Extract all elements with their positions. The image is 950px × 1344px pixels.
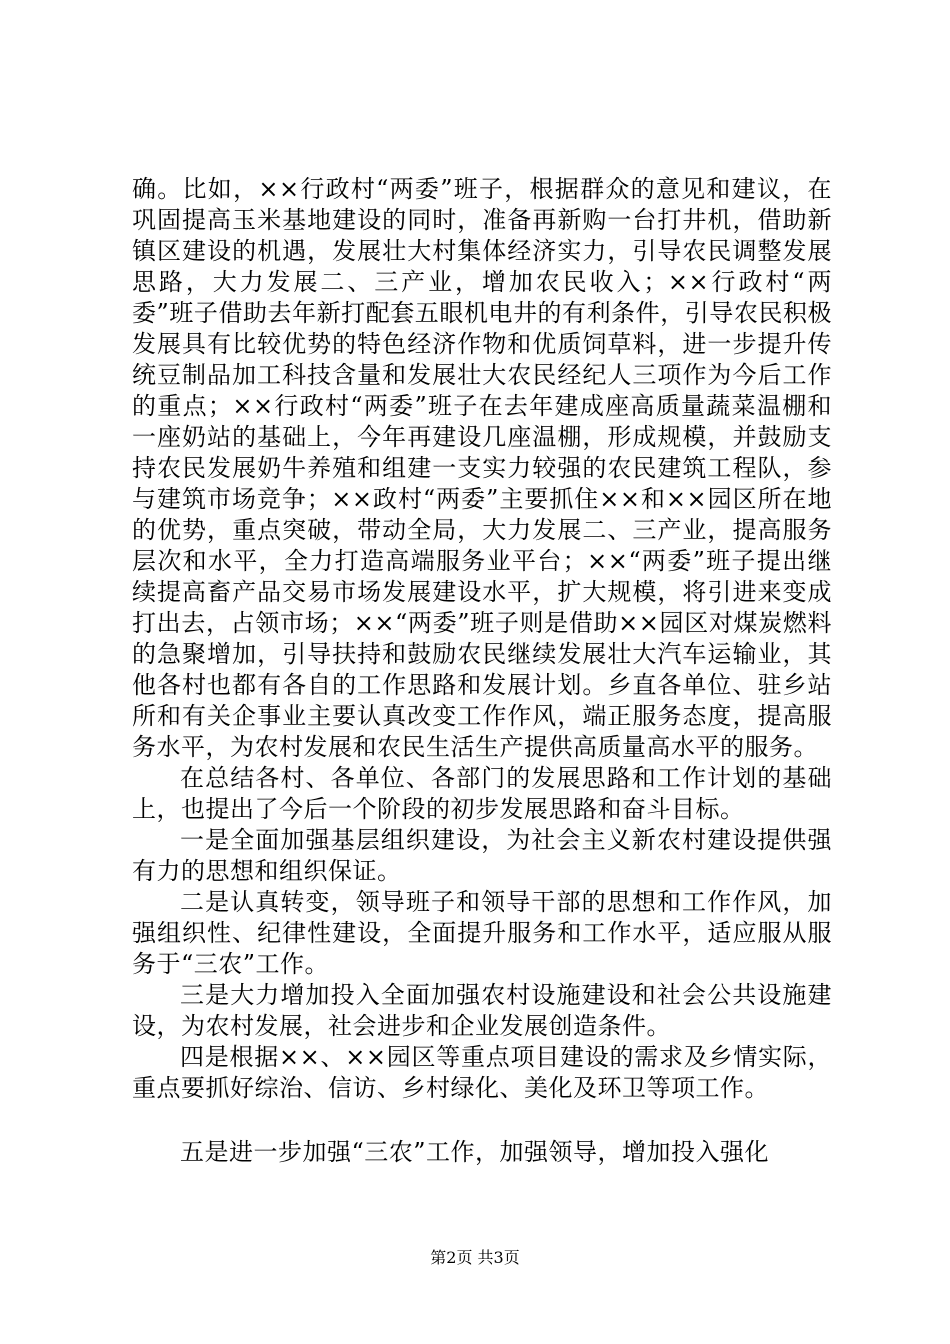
paragraph-goal-2: 二是认真转变，领导班子和领导干部的思想和工作作风，加强组织性、纪律性建设，全面提升服务和工作水平，适应服从服务于“三农”工作。 — [132, 888, 832, 978]
body-text — [132, 174, 832, 1168]
paragraph-summary: 在总结各村、各单位、各部门的发展思路和工作计划的基础上，也提出了今后一个阶段的初步发展思路和奋斗目标。 — [132, 764, 832, 823]
page-number: 第2页 共3页 — [430, 1248, 520, 1267]
paragraph-goal-3: 三是大力增加投入全面加强农村设施建设和社会公共设施建设，为农村发展，社会进步和企业发展创造条件。 — [132, 981, 832, 1040]
paragraph-goal-1: 一是全面加强基层组织建设，为社会主义新农村建设提供强有力的思想和组织保证。 — [132, 826, 832, 885]
paragraph-goal-5: 五是进一步加强“三农”工作，加强领导，增加投入强化 — [180, 1138, 770, 1166]
paragraph-goal-4: 四是根据××、××园区等重点项目建设的需求及乡情实际，重点要抓好综治、信访、乡村绿化、美化及环卫等项工作。 — [132, 1043, 832, 1102]
paragraph-continued: 确。比如，××行政村“两委”班子，根据群众的意见和建议，在巩固提高玉米基地建设的同时，准备再新购一台打井机，借助新镇区建设的机遇，发展壮大村集体经济实力，引导农民调整发展思路，大力发展二、三产业，增加农民收入；××行政村“两委”班子借助去年新打配套五眼机电井的有利条件，引导农民积极发展具有比较优势的特色经济作物和优质饲草料，进一步提升传统豆制品加工科技含量和发展壮大农民经纪人三项作为今后工作的重点；××行政村“两委”班子在去年建成座高质量蔬菜温棚和一座奶站的基础上，今年再建设几座温棚，形成规模，并鼓励支持农民发展奶牛养殖和组建一支实力较强的农民建筑工程队，参与建筑市场竞争；××政村“两委”主要抓住××和××园区所在地的优势，重点突破，带动全局，大力发展二、三产业，提高服务层次和水平，全力打造高端服务业平台；××“两委”班子提出继续提高畜产品交易市场发展建设水平，扩大规模，将引进来变成打出去，占领市场；××“两委”班子则是借助××园区对煤炭燃料的急聚增加，引导扶持和鼓励农民继续发展壮大汽车运输业，其他各村也都有各自的工作思路和发展计划。乡直各单位、驻乡站所和有关企事业主要认真改变工作作风，端正服务态度，提高服务水平，为农村发展和农民生活生产提供高质量高水平的服务。 — [132, 175, 832, 761]
